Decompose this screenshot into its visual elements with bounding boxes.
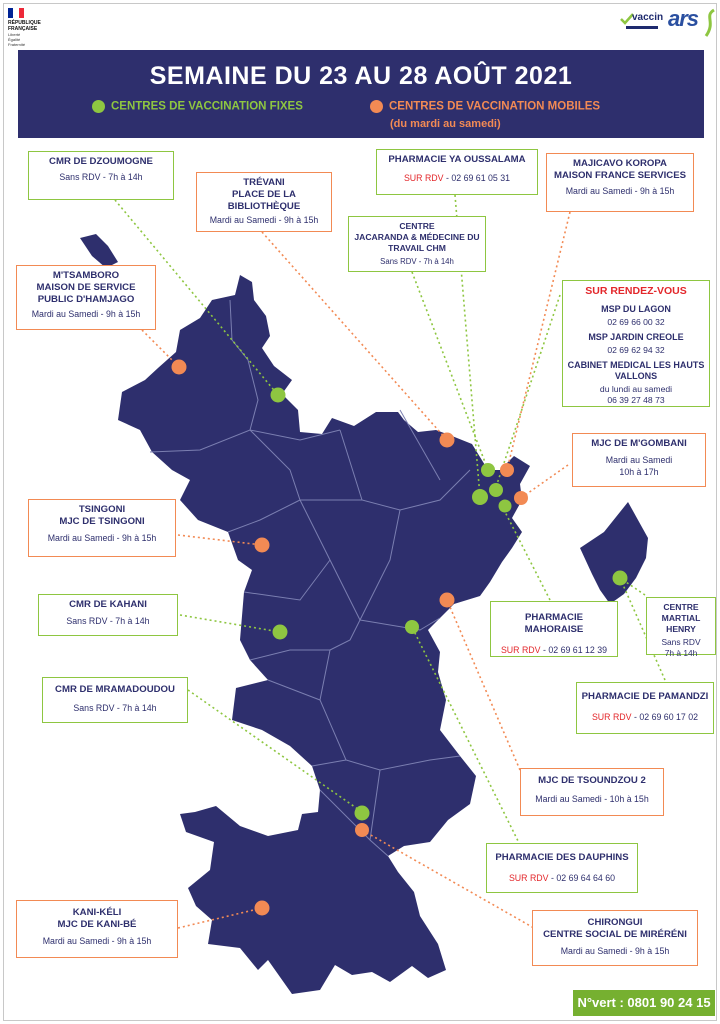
centre-phone: - 02 69 60 17 02 <box>631 712 699 722</box>
vaccin-logo-text: vaccin <box>632 12 664 23</box>
marker-dauphins[interactable] <box>405 620 419 634</box>
centre-card-dauphins[interactable] <box>486 843 638 893</box>
centre-card-mgombani[interactable] <box>572 433 706 487</box>
centre-card-chirongui[interactable] <box>532 910 698 966</box>
sur-rendez-vous-card[interactable] <box>562 280 710 407</box>
rdv-item-name: MSP DU LAGON <box>601 304 671 314</box>
centre-card-pamandzi[interactable] <box>576 682 714 734</box>
centre-name: PHARMACIE DE PAMANDZI <box>581 691 709 702</box>
centre-name: PHARMACIE MAHORAISE <box>524 612 584 635</box>
centre-name: PHARMACIE DES DAUPHINS <box>495 852 629 863</box>
centre-name: CENTRE MARTIAL HENRY <box>661 602 701 634</box>
centre-info: Sans RDV - 7h à 14h <box>59 172 143 182</box>
marker-trevani[interactable] <box>440 433 455 448</box>
rdv-label: SUR RDV <box>500 645 541 655</box>
marker-dzoumogne[interactable] <box>271 388 286 403</box>
centre-info: Mardi au Samedi - 9h à 15h <box>560 946 670 956</box>
ars-logo-text: ars <box>668 6 699 31</box>
connector-rdv <box>495 295 560 490</box>
centre-name: M'TSAMBORO MAISON DE SERVICE PUBLIC D'HAMJAGO <box>36 270 136 305</box>
marker-mahoraise[interactable] <box>499 500 512 513</box>
rdv-label: SUR RDV <box>508 873 549 883</box>
centre-card-mramadoudou[interactable] <box>42 677 188 723</box>
centre-name: MJC DE M'GOMBANI <box>591 438 687 449</box>
centre-name: PHARMACIE YA OUSSALAMA <box>388 154 526 165</box>
centre-card-tsoundzou[interactable] <box>520 768 664 816</box>
rdv-item-phone: 02 69 66 00 32 <box>607 317 665 327</box>
page-title: SEMAINE DU 23 AU 28 AOÛT 2021 <box>149 62 573 90</box>
marker-rdv-centres[interactable] <box>489 483 503 497</box>
centre-phone: - 02 69 64 64 60 <box>548 873 616 883</box>
centre-info: Mardi au Samedi 10h à 17h <box>605 455 673 477</box>
marker-koropa[interactable] <box>500 463 514 477</box>
centre-card-kani-keli[interactable] <box>16 900 178 958</box>
legend-fixed-label: CENTRES DE VACCINATION FIXES <box>111 100 303 113</box>
centre-card-trevani[interactable] <box>196 172 332 232</box>
marker-kahani[interactable] <box>273 625 288 640</box>
marker-ya-oussalama[interactable] <box>472 489 488 505</box>
centre-info: Mardi au Samedi - 9h à 15h <box>47 533 157 543</box>
centre-card-ya-oussalama[interactable] <box>376 149 538 195</box>
marker-chirongui[interactable] <box>355 823 369 837</box>
marker-kani-keli[interactable] <box>255 901 270 916</box>
centre-card-jacaranda[interactable] <box>348 216 486 272</box>
rdv-label: SUR RDV <box>591 712 632 722</box>
centre-name: CHIRONGUI CENTRE SOCIAL DE MIRÉRÉNI <box>543 917 687 940</box>
marker-jacaranda[interactable] <box>481 463 495 477</box>
marker-tsingoni[interactable] <box>255 538 270 553</box>
centre-info: Mardi au Samedi - 9h à 15h <box>209 215 319 225</box>
centre-name: MJC DE TSOUNDZOU 2 <box>538 775 646 786</box>
centre-card-martial-henry[interactable] <box>646 597 716 658</box>
centre-info: Sans RDV - 7h à 14h <box>73 703 157 713</box>
centre-info: Sans RDV 7h à 14h <box>661 637 701 658</box>
centre-name: CMR DE DZOUMOGNE <box>49 156 153 167</box>
grande-terre-island <box>118 275 530 994</box>
rdv-item-phone: 02 69 62 94 32 <box>607 345 665 355</box>
centre-card-mtsamboro[interactable] <box>16 265 156 330</box>
centre-name: TSINGONI MJC DE TSINGONI <box>59 504 145 527</box>
rdv-item-phone: du lundi au samedi 06 39 27 48 73 <box>599 384 673 405</box>
centre-info: Sans RDV - 7h à 14h <box>66 616 150 626</box>
centre-card-kahani[interactable] <box>38 594 178 636</box>
rdv-heading: SUR RENDEZ-VOUS <box>585 285 687 297</box>
marker-tsoundzou[interactable] <box>440 593 455 608</box>
marker-mramadoudou[interactable] <box>355 806 370 821</box>
centre-info: Mardi au Samedi - 9h à 15h <box>565 186 675 196</box>
centre-card-dzoumogne[interactable] <box>28 151 174 200</box>
centre-name: CENTRE JACARANDA & MÉDECINE DU TRAVAIL CHM <box>354 221 480 253</box>
marker-mgombani[interactable] <box>514 491 528 505</box>
rdv-item-name: MSP JARDIN CREOLE <box>588 332 684 342</box>
numero-vert-badge[interactable]: N°vert : 0801 90 24 15 <box>573 990 715 1016</box>
centre-phone: - 02 69 61 05 31 <box>443 173 511 183</box>
rdv-item-name: CABINET MEDICAL LES HAUTS VALLONS <box>567 360 705 381</box>
petite-terre-island <box>580 502 648 604</box>
legend-mobile-sub: (du mardi au samedi) <box>390 118 501 130</box>
centre-info: Sans RDV - 7h à 14h <box>380 257 454 266</box>
republic-text: RÉPUBLIQUE FRANÇAISE <box>8 20 41 32</box>
centre-name: CMR DE KAHANI <box>69 599 147 610</box>
marker-mtsamboro[interactable] <box>172 360 187 375</box>
centre-info: Mardi au Samedi - 9h à 15h <box>31 309 141 319</box>
centre-name: MAJICAVO KOROPA MAISON FRANCE SERVICES <box>553 158 687 181</box>
republic-motto: Liberté Égalité Fraternité <box>8 32 26 47</box>
rdv-label: SUR RDV <box>403 173 444 183</box>
centre-card-tsingoni[interactable] <box>28 499 176 557</box>
north-islet <box>80 234 118 268</box>
centre-info: Mardi au Samedi - 10h à 15h <box>535 794 649 804</box>
centre-name: CMR DE MRAMADOUDOU <box>55 684 175 695</box>
centre-card-koropa[interactable] <box>546 153 694 212</box>
centre-name: TRÉVANI PLACE DE LA BIBLIOTHÈQUE <box>227 177 301 212</box>
centre-phone: - 02 69 61 12 39 <box>540 645 608 655</box>
centre-info: Mardi au Samedi - 9h à 15h <box>42 936 152 946</box>
centre-name: KANI-KÉLI MJC DE KANI-BÉ <box>57 907 137 930</box>
centre-card-mahoraise[interactable] <box>490 601 618 657</box>
legend-mobile-label: CENTRES DE VACCINATION MOBILES <box>389 100 601 113</box>
marker-petite-terre[interactable] <box>613 571 628 586</box>
connector-mgombani <box>521 465 568 498</box>
connector-koropa <box>507 212 570 470</box>
